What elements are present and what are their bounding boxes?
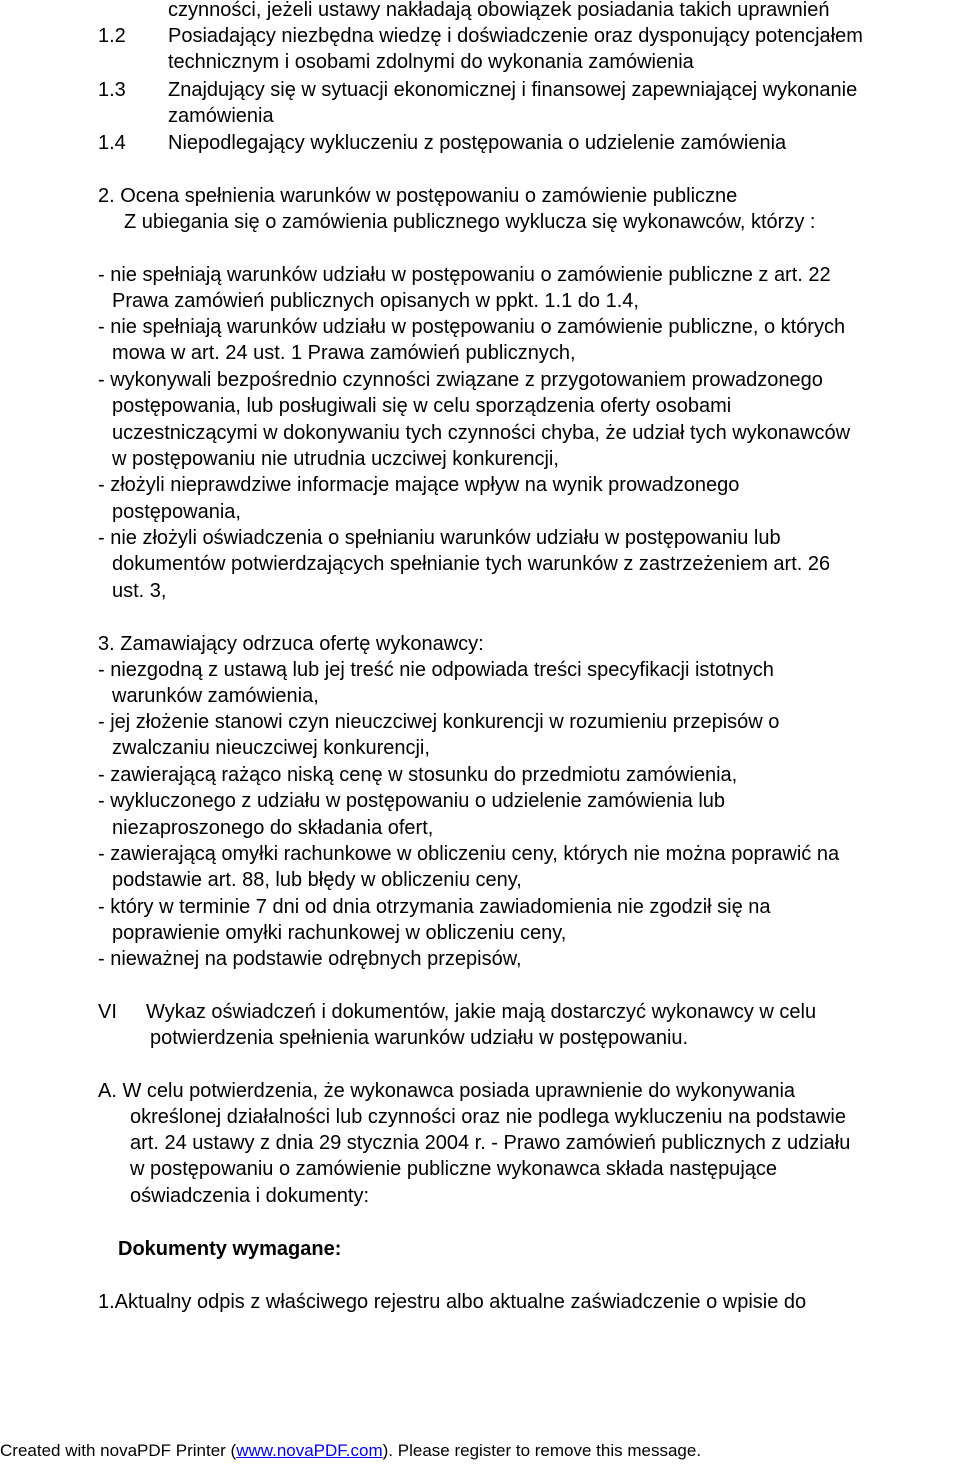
list-item-cont: w postępowaniu nie utrudnia uczciwej konkurencji, <box>112 448 559 470</box>
section-number: VI <box>98 1001 117 1023</box>
watermark-link[interactable]: www.novaPDF.com <box>236 1441 383 1460</box>
list-item: - jej złożenie stanowi czyn nieuczciwej konkurencji w rozumieniu przepisów o <box>98 711 780 733</box>
watermark-prefix: Created with novaPDF Printer ( <box>0 1441 237 1460</box>
paragraph-line: art. 24 ustawy z dnia 29 stycznia 2004 r. - Prawo zamówień publicznych z udziału <box>130 1132 851 1154</box>
list-item: - zawierającą rażąco niską cenę w stosunku do przedmiotu zamówienia, <box>98 764 738 786</box>
list-item-cont: postępowania, <box>112 501 241 523</box>
list-item-cont: niezaproszonego do składania ofert, <box>112 817 434 839</box>
list-item-cont: poprawienie omyłki rachunkowej w obliczeniu ceny, <box>112 922 567 944</box>
text-line: zamówienia <box>168 105 274 127</box>
list-item-cont: uczestniczącymi w dokonywaniu tych czynności chyba, że udział tych wykonawców <box>112 422 851 444</box>
list-item: - wykonywali bezpośrednio czynności związane z przygotowaniem prowadzonego <box>98 369 823 391</box>
list-item-cont: ust. 3, <box>112 580 167 602</box>
item-number: 1.3 <box>98 79 126 101</box>
text-line: czynności, jeżeli ustawy nakładają obowiązek posiadania takich uprawnień <box>168 0 830 21</box>
text-line: Niepodlegający wykluczeniu z postępowania o udzielenie zamówienia <box>168 132 787 154</box>
section-heading-cont: potwierdzenia spełnienia warunków udziału w postępowaniu. <box>150 1027 689 1049</box>
list-item: - zawierającą omyłki rachunkowe w obliczeniu ceny, których nie można poprawić na <box>98 843 840 865</box>
item-number: 1.2 <box>98 25 126 47</box>
list-item-cont: warunków zamówienia, <box>112 685 319 707</box>
text-line: Z ubiegania się o zamówienia publicznego wyklucza się wykonawców, którzy : <box>124 211 816 233</box>
list-item: - nie spełniają warunków udziału w postępowaniu o zamówienie publiczne, o których <box>98 316 846 338</box>
list-item-cont: podstawie art. 88, lub błędy w obliczeniu ceny, <box>112 869 522 891</box>
list-item: - nieważnej na podstawie odrębnych przepisów, <box>98 948 522 970</box>
list-item-cont: postępowania, lub posługiwali się w celu sporządzenia oferty osobami <box>112 395 732 417</box>
list-item: - złożyli nieprawdziwe informacje mające wpływ na wynik prowadzonego <box>98 474 740 496</box>
list-item-cont: dokumentów potwierdzających spełnianie tych warunków z zastrzeżeniem art. 26 <box>112 553 831 575</box>
watermark-footer <box>0 1440 701 1462</box>
list-item-cont: Prawa zamówień publicznych opisanych w ppkt. 1.1 do 1.4, <box>112 290 639 312</box>
section-heading: Wykaz oświadczeń i dokumentów, jakie mają dostarczyć wykonawcy w celu <box>146 1001 817 1023</box>
section-heading: 3. Zamawiający odrzuca ofertę wykonawcy: <box>98 633 484 655</box>
text-line: technicznym i osobami zdolnymi do wykonania zamówienia <box>168 51 694 73</box>
list-item: - niezgodną z ustawą lub jej treść nie odpowiada treści specyfikacji istotnych <box>98 659 774 681</box>
list-item: - który w terminie 7 dni od dnia otrzymania zawiadomienia nie zgodził się na <box>98 896 771 918</box>
watermark-suffix: ). Please register to remove this message. <box>382 1441 702 1460</box>
list-item: - wykluczonego z udziału w postępowaniu o udzielenie zamówienia lub <box>98 790 726 812</box>
paragraph-line: oświadczenia i dokumenty: <box>130 1185 370 1207</box>
item-number: 1.4 <box>98 132 126 154</box>
document-item: 1.Aktualny odpis z właściwego rejestru albo aktualne zaświadczenie o wpisie do <box>98 1291 807 1313</box>
text-line: Posiadający niezbędna wiedzę i doświadczenie oraz dysponujący potencjałem <box>168 25 863 47</box>
list-item: - nie spełniają warunków udziału w postępowaniu o zamówienie publiczne z art. 22 <box>98 264 831 286</box>
list-item-cont: mowa w art. 24 ust. 1 Prawa zamówień publicznych, <box>112 342 576 364</box>
list-item-cont: zwalczaniu nieuczciwej konkurencji, <box>112 737 430 759</box>
section-heading: 2. Ocena spełnienia warunków w postępowaniu o zamówienie publiczne <box>98 185 738 207</box>
paragraph-line: A. W celu potwierdzenia, że wykonawca posiada uprawnienie do wykonywania <box>98 1080 796 1102</box>
documents-heading: Dokumenty wymagane: <box>118 1238 342 1260</box>
list-item: - nie złożyli oświadczenia o spełnianiu warunków udziału w postępowaniu lub <box>98 527 781 549</box>
paragraph-line: określonej działalności lub czynności oraz nie podlega wykluczeniu na podstawie <box>130 1106 846 1128</box>
text-line: Znajdujący się w sytuacji ekonomicznej i finansowej zapewniającej wykonanie <box>168 79 858 101</box>
paragraph-line: w postępowaniu o zamówienie publiczne wykonawca składa następujące <box>130 1158 778 1180</box>
